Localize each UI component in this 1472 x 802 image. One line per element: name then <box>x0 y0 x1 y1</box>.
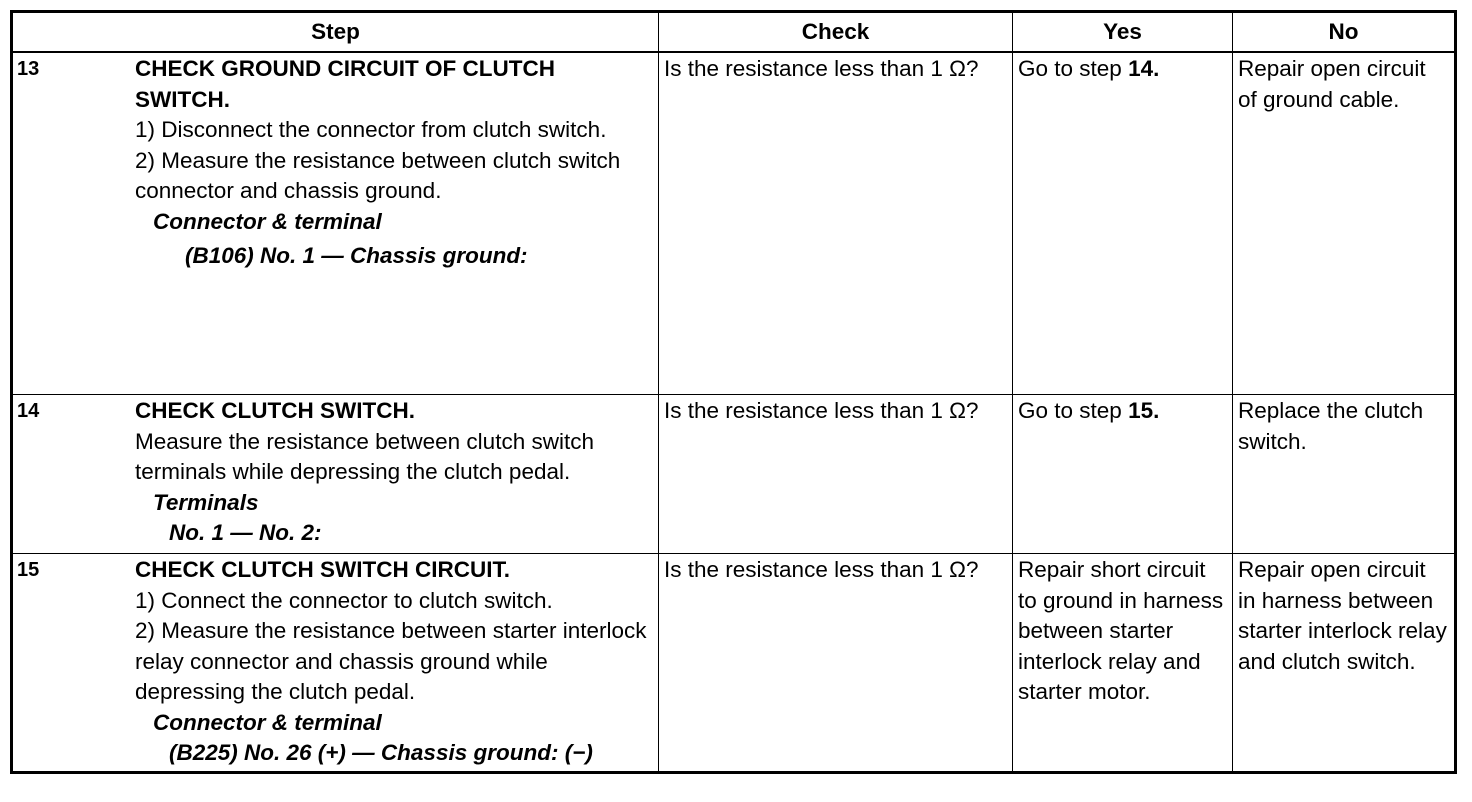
step-cell <box>12 554 659 773</box>
step-instruction: Measure the resistance between clutch switch terminals while depressing the clutch pedal. <box>135 428 594 484</box>
yes-step-ref: 14. <box>1128 56 1160 81</box>
step-instruction: 1) Disconnect the connector from clutch switch. <box>135 117 607 142</box>
step-number: 15 <box>17 559 40 581</box>
step-title: CHECK CLUTCH SWITCH CIRCUIT. <box>135 557 510 582</box>
yes-text: Go to step <box>1018 56 1129 81</box>
step-title: CHECK CLUTCH SWITCH. <box>135 398 415 423</box>
table-row <box>12 554 1456 773</box>
spec-value: (B106) No. 1 — Chassis ground: <box>185 243 528 268</box>
yes-cell <box>1013 395 1233 554</box>
diagnostic-procedure-table <box>10 10 1457 774</box>
yes-cell <box>1013 52 1233 395</box>
spec-label: Terminals <box>153 489 259 515</box>
header-check: Check <box>659 12 1013 53</box>
step-number: 14 <box>17 400 40 422</box>
no-cell: Replace the clutch switch. <box>1233 395 1456 554</box>
yes-cell: Repair short circuit to ground in harness between starter interlock relay and starter motor. <box>1013 554 1233 773</box>
spec-value: (B225) No. 26 (+) — Chassis ground: (−) <box>169 740 593 765</box>
yes-text: Go to step <box>1018 398 1129 423</box>
spec-label: Connector & terminal <box>153 709 382 735</box>
header-no: No <box>1233 12 1456 53</box>
yes-step-ref: 15. <box>1128 398 1160 423</box>
spec-value: No. 1 — No. 2: <box>169 520 322 545</box>
no-cell: Repair open circuit in harness between starter interlock relay and clutch switch. <box>1233 554 1456 773</box>
step-number: 13 <box>17 58 40 80</box>
check-cell: Is the resistance less than 1 Ω? <box>659 395 1013 554</box>
header-step: Step <box>12 12 659 53</box>
check-cell: Is the resistance less than 1 Ω? <box>659 554 1013 773</box>
header-yes: Yes <box>1013 12 1233 53</box>
table-row <box>12 395 1456 554</box>
step-instruction: 2) Measure the resistance between clutch switch connector and chassis ground. <box>135 147 621 203</box>
step-cell <box>12 52 659 395</box>
table-row <box>12 52 1456 395</box>
step-instruction: 2) Measure the resistance between starter interlock relay connector and chassis ground while depressing the clutch pedal. <box>135 618 647 704</box>
spec-label: Connector & terminal <box>153 208 382 234</box>
step-instruction: 1) Connect the connector to clutch switch. <box>135 587 553 613</box>
check-cell: Is the resistance less than 1 Ω? <box>659 52 1013 395</box>
step-cell <box>12 395 659 554</box>
table-header-row <box>12 12 1456 53</box>
no-cell: Repair open circuit of ground cable. <box>1233 52 1456 395</box>
step-title: CHECK GROUND CIRCUIT OF CLUTCH SWITCH. <box>135 56 555 112</box>
